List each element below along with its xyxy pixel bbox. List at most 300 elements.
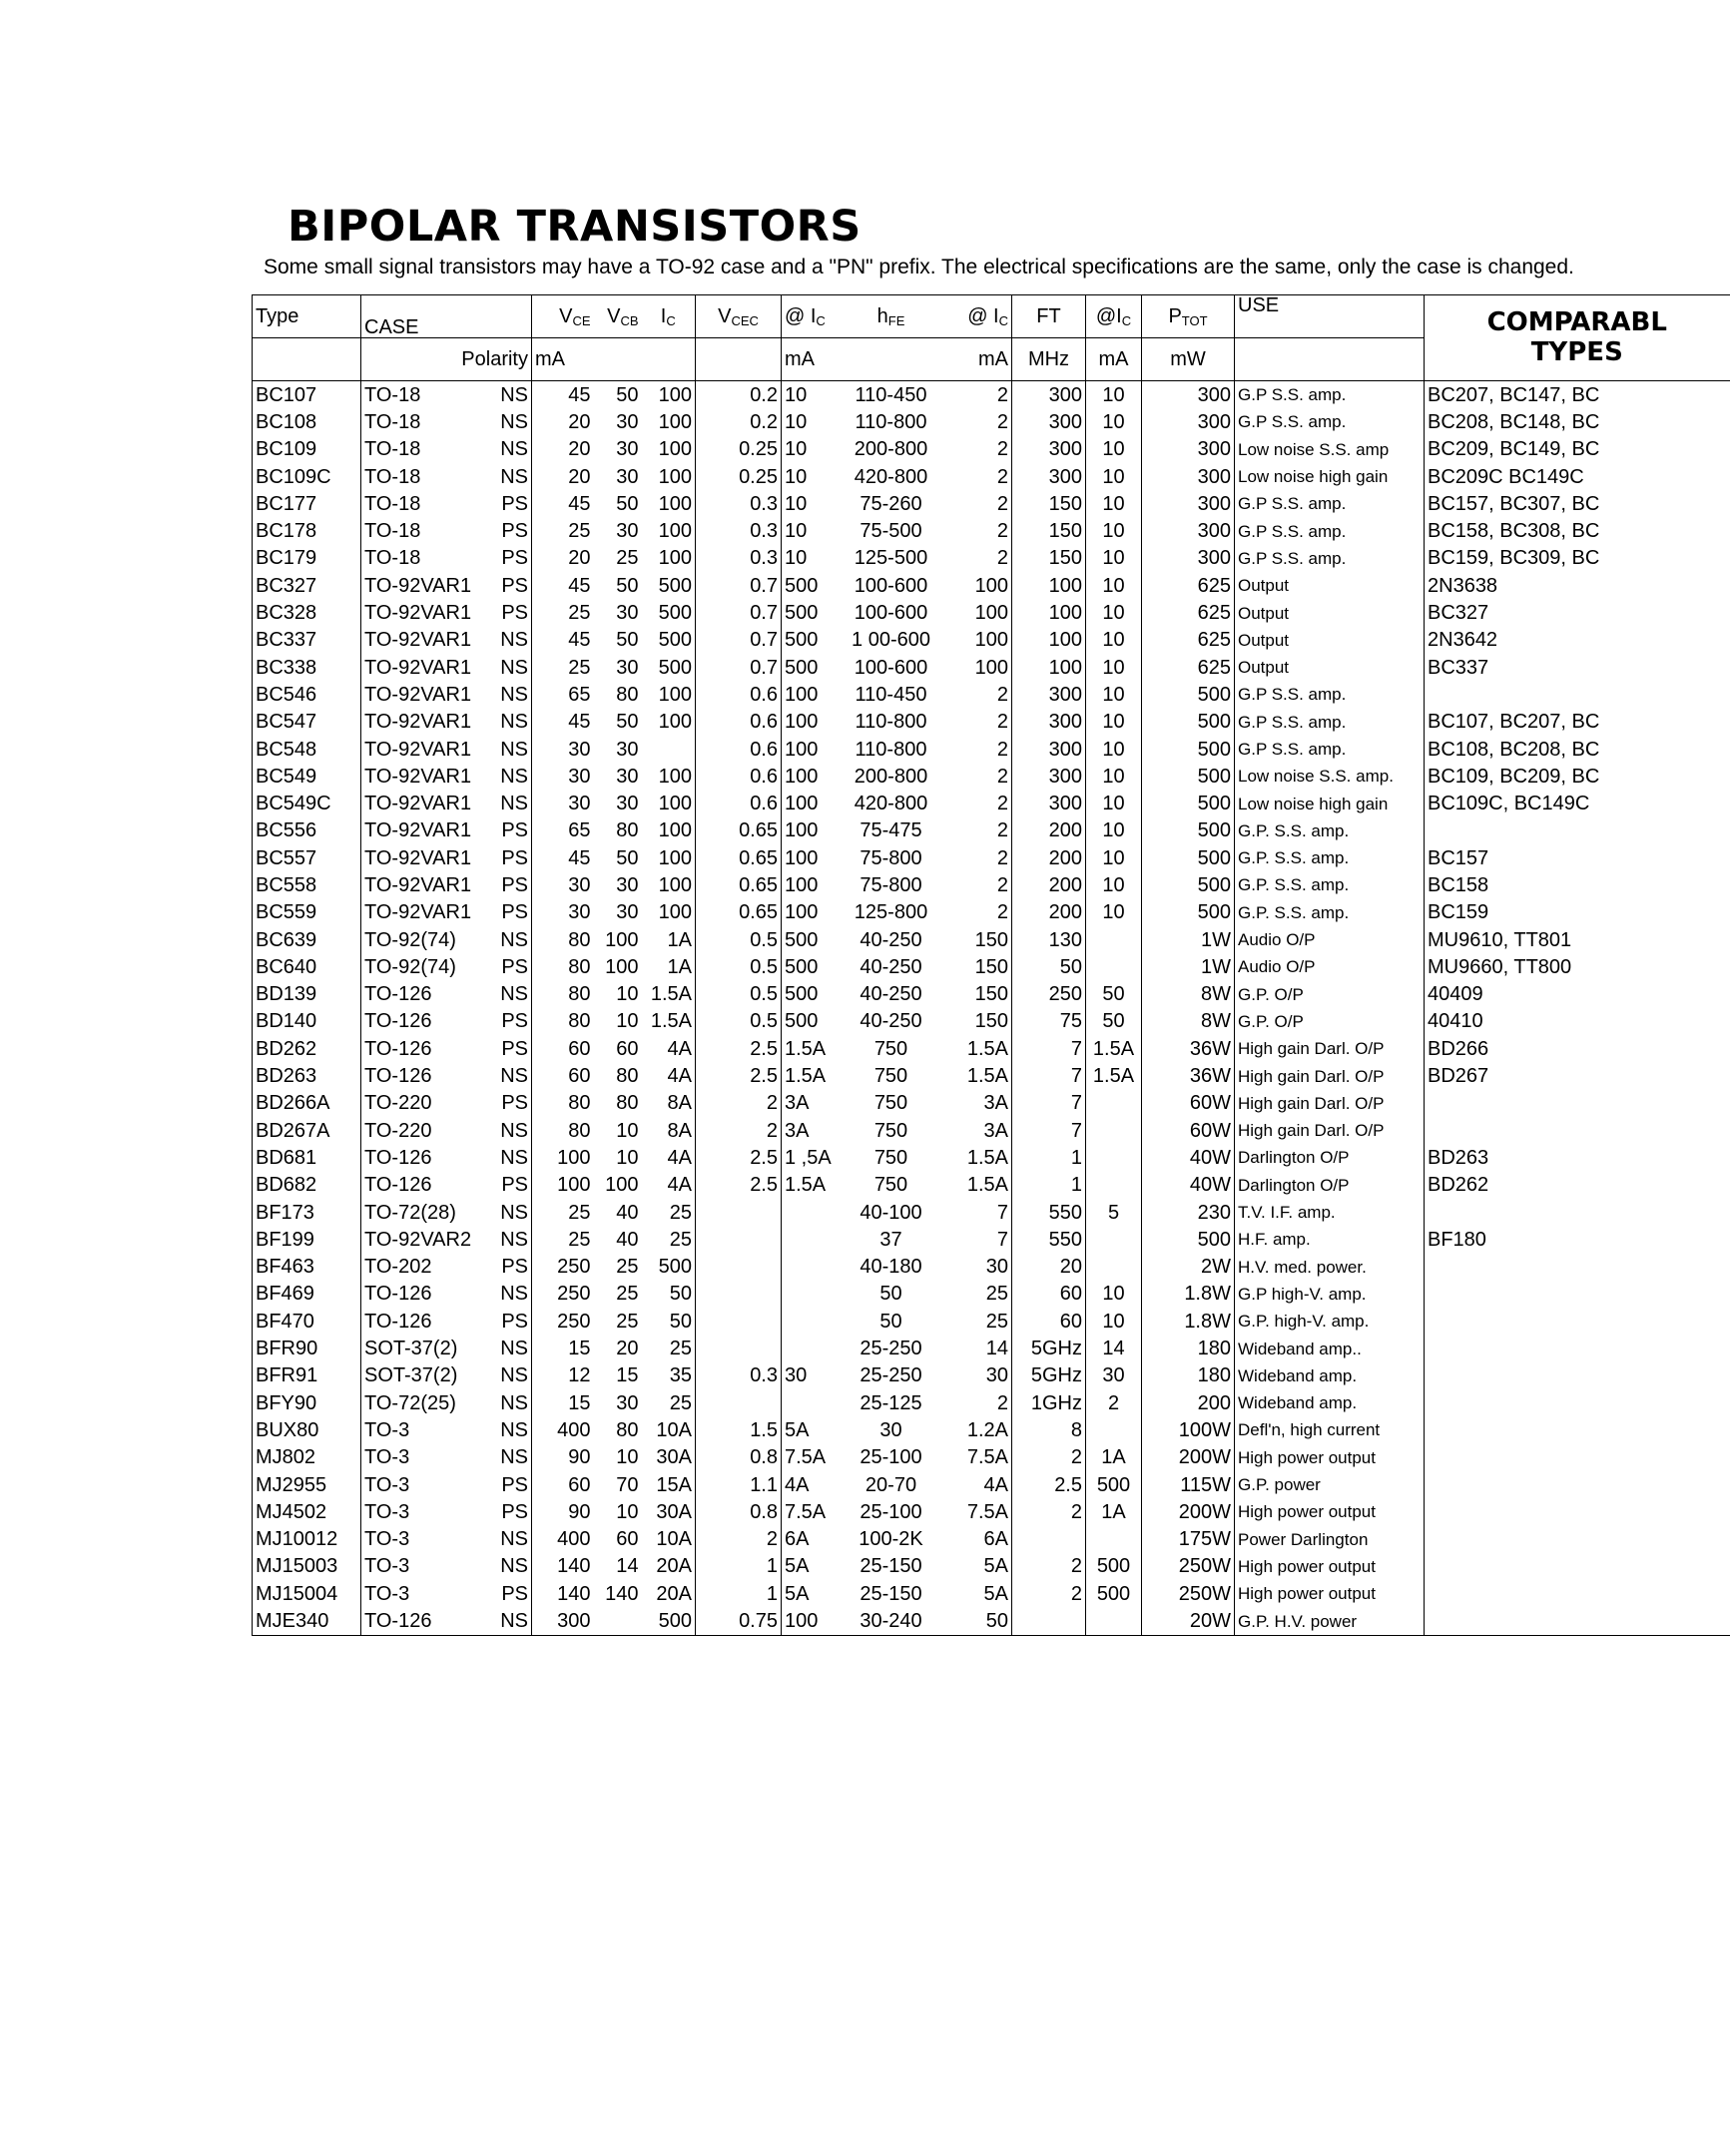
cell-at-ic-2: 150 [956, 926, 1012, 953]
cell-vcb: 30 [616, 901, 639, 924]
case-value: TO-126 [364, 1010, 432, 1033]
cell-hfe: 25-125 [860, 1391, 922, 1414]
cell-hfe: 100-2K [859, 1528, 923, 1551]
polarity-value: PS [501, 1037, 528, 1060]
cell-comparable [1425, 1335, 1730, 1361]
cell-ft [1012, 1607, 1086, 1635]
cell-vce: 45 [568, 383, 591, 406]
cell-use: G.P. H.V. power [1235, 1607, 1425, 1635]
cell-at-ic-3: 1A [1086, 1498, 1142, 1525]
cell-case [361, 1254, 532, 1281]
cell-comparable [1425, 817, 1730, 844]
cell-vcec: 0.25 [696, 436, 782, 463]
cell-vce: 80 [568, 983, 591, 1006]
table-row [253, 436, 1730, 463]
cell-case [361, 381, 532, 409]
case-value: TO-18 [364, 520, 421, 543]
polarity-value: PS [501, 846, 528, 869]
cell-ptot: 20W [1142, 1607, 1235, 1635]
cell-vcb: 60 [616, 1528, 639, 1551]
cell-at-ic: 500 [785, 574, 819, 597]
cell-ic [642, 736, 696, 763]
case-value: TO-3 [364, 1582, 410, 1605]
cell-vce: 45 [568, 492, 591, 515]
cell-vce: 250 [557, 1283, 591, 1306]
cell-ft: 8 [1012, 1416, 1086, 1443]
table-row [253, 408, 1730, 435]
case-value: TO-126 [364, 1037, 432, 1060]
cell-ft: 300 [1012, 790, 1086, 816]
cell-vce: 140 [557, 1555, 591, 1578]
polarity-value: PS [501, 602, 528, 625]
cell-hfe: 40-250 [860, 928, 922, 951]
cell-comparable: 2N3642 [1428, 629, 1498, 652]
cell-case [361, 709, 532, 736]
cell-hfe: 50 [879, 1310, 902, 1333]
cell-hfe: 75-800 [860, 873, 922, 896]
cell-hfe: 100-600 [854, 656, 928, 679]
cell-ptot: 500 [1142, 681, 1235, 708]
polarity-value: NS [500, 683, 528, 706]
cell-hfe: 25-100 [860, 1500, 922, 1523]
cell-at-ic-2: 14 [956, 1335, 1012, 1361]
cell-comparable: 40410 [1428, 1010, 1483, 1033]
cell-vcb: 30 [616, 1391, 639, 1414]
polarity-value: NS [500, 410, 528, 433]
cell-ft: 550 [1012, 1226, 1086, 1253]
cell-vce: 25 [568, 520, 591, 543]
cell-ptot: 40W [1142, 1144, 1235, 1171]
case-value: TO-92VAR1 [364, 711, 472, 734]
cell-type: BC558 [253, 871, 361, 898]
cell-case [361, 1035, 532, 1062]
header-hfe: $h_{FE}$ [827, 295, 956, 338]
cell-at-ic: 100 [785, 765, 819, 788]
cell-case [361, 1199, 532, 1226]
cell-vce: 100 [557, 1174, 591, 1197]
cell-at-ic-3: 10 [1086, 517, 1142, 544]
cell-vcec: 0.8 [696, 1498, 782, 1525]
polarity-value: PS [501, 547, 528, 570]
cell-comparable: BC157 [1428, 846, 1489, 869]
cell-at-ic: 10 [785, 492, 808, 515]
cell-type: BC547 [253, 709, 361, 736]
case-value: TO-126 [364, 1283, 432, 1306]
cell-comparable: BC327 [1428, 602, 1489, 625]
cell-use: G.P. high-V. amp. [1235, 1308, 1425, 1335]
polarity-value: PS [501, 955, 528, 978]
cell-at-ic: 1.5A [785, 1037, 827, 1060]
cell-hfe: 75-260 [860, 492, 922, 515]
cell-ft: 200 [1012, 871, 1086, 898]
cell-use: High gain Darl. O/P [1235, 1062, 1425, 1089]
polarity-value: PS [501, 1582, 528, 1605]
cell-ft: 100 [1012, 599, 1086, 626]
cell-at-ic-2: 150 [956, 981, 1012, 1008]
cell-ptot: 2W [1142, 1254, 1235, 1281]
cell-ptot: 250W [1142, 1580, 1235, 1607]
table-row [253, 1335, 1730, 1361]
cell-vcec: 0.3 [696, 490, 782, 517]
table-row [253, 1117, 1730, 1144]
cell-vcb: 100 [605, 955, 639, 978]
cell-ic: 30A [642, 1444, 696, 1471]
cell-ic: 20A [642, 1580, 696, 1607]
cell-comparable [1425, 1471, 1730, 1498]
cell-ic: 500 [642, 654, 696, 681]
cell-at-ic-2: 7 [956, 1199, 1012, 1226]
cell-at-ic-3: 10 [1086, 736, 1142, 763]
cell-vcec: 2.5 [696, 1144, 782, 1171]
cell-at-ic-3: 50 [1086, 981, 1142, 1008]
cell-at-ic-3 [1086, 1226, 1142, 1253]
cell-ft: 60 [1012, 1281, 1086, 1308]
cell-ic: 1A [642, 926, 696, 953]
cell-use: G.P. S.S. amp. [1235, 844, 1425, 871]
cell-ic: 100 [642, 709, 696, 736]
cell-vcec: 0.6 [696, 709, 782, 736]
cell-ic: 500 [642, 599, 696, 626]
case-value: TO-92VAR1 [364, 819, 472, 842]
cell-vcb: 30 [616, 656, 639, 679]
cell-ic: 500 [642, 572, 696, 599]
table-row [253, 599, 1730, 626]
cell-type: BC639 [253, 926, 361, 953]
cell-ptot: 36W [1142, 1062, 1235, 1089]
cell-at-ic-3: 10 [1086, 490, 1142, 517]
cell-ic: 100 [642, 817, 696, 844]
cell-case [361, 899, 532, 926]
cell-vce: 65 [568, 819, 591, 842]
cell-ic: 100 [642, 545, 696, 572]
cell-at-ic-2: 2 [956, 844, 1012, 871]
cell-use: Low noise high gain [1235, 463, 1425, 490]
cell-hfe: 40-250 [860, 983, 922, 1006]
cell-use: G.P. O/P [1235, 981, 1425, 1008]
cell-vcec: 0.25 [696, 463, 782, 490]
header-comparable [1425, 295, 1730, 381]
cell-type: BF470 [253, 1308, 361, 1335]
cell-at-ic-2: 2 [956, 1389, 1012, 1416]
cell-ptot: 200W [1142, 1444, 1235, 1471]
cell-vcb: 20 [616, 1338, 639, 1360]
cell-case [361, 817, 532, 844]
header-unit-at-ic-2: mA [956, 338, 1012, 381]
case-value: TO-3 [364, 1473, 410, 1496]
cell-at-ic-3 [1086, 1525, 1142, 1552]
polarity-value: NS [500, 1119, 528, 1142]
cell-at-ic: 100 [785, 819, 819, 842]
cell-ptot: 500 [1142, 736, 1235, 763]
cell-vcec: 0.3 [696, 1362, 782, 1389]
cell-case [361, 1308, 532, 1335]
cell-vcec: 2.5 [696, 1172, 782, 1199]
cell-at-ic: 500 [785, 656, 819, 679]
cell-at-ic-2: 2 [956, 381, 1012, 409]
cell-at-ic: 100 [785, 901, 819, 924]
cell-at-ic-3: 500 [1086, 1580, 1142, 1607]
cell-vcb: 80 [616, 683, 639, 706]
cell-vcec [696, 1389, 782, 1416]
cell-vcb: 80 [616, 1418, 639, 1441]
cell-ft: 300 [1012, 736, 1086, 763]
cell-vcb: 50 [616, 711, 639, 734]
cell-use: G.P. O/P [1235, 1008, 1425, 1035]
cell-comparable: BC209, BC149, BC [1428, 438, 1600, 461]
polarity-value: PS [501, 520, 528, 543]
cell-at-ic-2: 2 [956, 817, 1012, 844]
case-value: TO-126 [364, 1174, 432, 1197]
cell-at-ic-3: 50 [1086, 1008, 1142, 1035]
cell-hfe: 40-180 [860, 1256, 922, 1279]
cell-at-ic-3: 10 [1086, 463, 1142, 490]
case-value: TO-126 [364, 983, 432, 1006]
cell-at-ic-3: 10 [1086, 1281, 1142, 1308]
cell-vcec: 0.65 [696, 899, 782, 926]
cell-at-ic: 10 [785, 383, 808, 406]
cell-hfe: 110-450 [855, 383, 927, 406]
cell-at-ic-3: 10 [1086, 381, 1142, 409]
cell-use: H.F. amp. [1235, 1226, 1425, 1253]
cell-at-ic-2: 2 [956, 463, 1012, 490]
header-unit-use [1235, 338, 1425, 381]
cell-ft: 300 [1012, 763, 1086, 790]
cell-vcec: 0.5 [696, 1008, 782, 1035]
cell-comparable: BC209C BC149C [1428, 465, 1584, 488]
cell-case [361, 463, 532, 490]
cell-ptot: 200 [1142, 1389, 1235, 1416]
polarity-value: NS [500, 1446, 528, 1469]
cell-hfe: 37 [879, 1228, 902, 1251]
cell-use: Defl'n, high current [1235, 1416, 1425, 1443]
table-row [253, 1226, 1730, 1253]
cell-case [361, 1362, 532, 1389]
cell-use: H.V. med. power. [1235, 1254, 1425, 1281]
cell-ic: 10A [642, 1525, 696, 1552]
cell-at-ic-3 [1086, 1090, 1142, 1117]
cell-at-ic-2: 2 [956, 545, 1012, 572]
cell-hfe: 100-600 [854, 574, 928, 597]
header-unit-at-ic-3: mA [1086, 338, 1142, 381]
case-value: TO-3 [364, 1528, 410, 1551]
cell-ptot: 500 [1142, 844, 1235, 871]
cell-comparable: BC158, BC308, BC [1428, 520, 1600, 543]
polarity-value: PS [501, 819, 528, 842]
polarity-value: NS [500, 1555, 528, 1578]
cell-ft: 7 [1012, 1090, 1086, 1117]
cell-ptot: 300 [1142, 545, 1235, 572]
cell-type: BC549C [253, 790, 361, 816]
table-row [253, 1389, 1730, 1416]
cell-vce: 45 [568, 629, 591, 652]
cell-at-ic: 100 [785, 793, 819, 815]
cell-hfe: 25-150 [860, 1555, 922, 1578]
cell-ft: 2.5 [1012, 1471, 1086, 1498]
cell-ft: 2 [1012, 1498, 1086, 1525]
cell-hfe: 30 [879, 1418, 902, 1441]
cell-vce: 25 [568, 1228, 591, 1251]
comparable-types-label: COMPARABL TYPES [1486, 306, 1667, 367]
cell-ft: 75 [1012, 1008, 1086, 1035]
cell-ic: 100 [642, 408, 696, 435]
cell-comparable [1425, 1090, 1730, 1117]
cell-ft: 7 [1012, 1062, 1086, 1089]
table-row [253, 899, 1730, 926]
cell-at-ic-2: 2 [956, 408, 1012, 435]
case-value: TO-92VAR1 [364, 574, 472, 597]
cell-comparable [1425, 681, 1730, 708]
cell-ptot: 60W [1142, 1090, 1235, 1117]
polarity-value: NS [500, 1283, 528, 1306]
cell-use: High power output [1235, 1498, 1425, 1525]
header-type-units [253, 338, 361, 381]
cell-ft: 150 [1012, 545, 1086, 572]
polarity-value: NS [500, 438, 528, 461]
cell-ptot: 230 [1142, 1199, 1235, 1226]
cell-vcb: 50 [616, 492, 639, 515]
cell-at-ic-3: 10 [1086, 790, 1142, 816]
cell-use: High power output [1235, 1444, 1425, 1471]
cell-at-ic-2: 2 [956, 490, 1012, 517]
cell-at-ic: 100 [785, 711, 819, 734]
cell-at-ic-2: 150 [956, 1008, 1012, 1035]
cell-at-ic: 100 [785, 738, 819, 761]
cell-vcec [696, 1308, 782, 1335]
cell-comparable: BC157, BC307, BC [1428, 492, 1600, 515]
cell-ic: 1A [642, 953, 696, 980]
cell-at-ic-2: 4A [956, 1471, 1012, 1498]
cell-at-ic-3: 10 [1086, 817, 1142, 844]
cell-type: BC556 [253, 817, 361, 844]
cell-comparable [1425, 1117, 1730, 1144]
header-vce: $V_{CE}$ [532, 295, 594, 338]
cell-use: T.V. I.F. amp. [1235, 1199, 1425, 1226]
cell-vcb: 30 [616, 602, 639, 625]
cell-case [361, 981, 532, 1008]
cell-at-ic-2: 5A [956, 1580, 1012, 1607]
cell-at-ic-2: 100 [956, 654, 1012, 681]
cell-vcb: 30 [616, 465, 639, 488]
cell-vcec: 0.65 [696, 871, 782, 898]
polarity-value: NS [500, 656, 528, 679]
cell-ptot: 625 [1142, 599, 1235, 626]
case-value: TO-18 [364, 492, 421, 515]
cell-ic: 25 [642, 1389, 696, 1416]
cell-at-ic-2: 150 [956, 953, 1012, 980]
cell-at-ic: 500 [785, 602, 819, 625]
cell-vcec: 1 [696, 1580, 782, 1607]
cell-at-ic: 3A [785, 1092, 810, 1115]
cell-at-ic-3 [1086, 1117, 1142, 1144]
cell-use: Output [1235, 599, 1425, 626]
cell-ft: 7 [1012, 1035, 1086, 1062]
header-unit-at-ic: mA [782, 338, 827, 381]
case-value: TO-92VAR1 [364, 602, 472, 625]
cell-vce: 100 [557, 1146, 591, 1169]
cell-use: Low noise high gain [1235, 790, 1425, 816]
cell-ft: 100 [1012, 654, 1086, 681]
cell-use: Audio O/P [1235, 953, 1425, 980]
case-value: TO-3 [364, 1446, 410, 1469]
cell-use: Power Darlington [1235, 1525, 1425, 1552]
cell-vcb: 40 [616, 1201, 639, 1224]
cell-hfe: 750 [873, 1119, 908, 1142]
case-value: TO-3 [364, 1555, 410, 1578]
table-row [253, 953, 1730, 980]
cell-case [361, 1144, 532, 1171]
cell-ptot: 8W [1142, 981, 1235, 1008]
cell-type: BC179 [253, 545, 361, 572]
cell-vcec: 0.75 [696, 1607, 782, 1635]
polarity-value: PS [501, 901, 528, 924]
cell-case [361, 1008, 532, 1035]
cell-case [361, 1335, 532, 1361]
cell-hfe: 200-800 [854, 765, 928, 788]
cell-at-ic-2: 3A [956, 1090, 1012, 1117]
cell-ptot: 625 [1142, 572, 1235, 599]
table-row [253, 1308, 1730, 1335]
cell-ic: 1.5A [642, 1008, 696, 1035]
table-row [253, 1553, 1730, 1580]
cell-ic: 8A [642, 1117, 696, 1144]
cell-ft: 60 [1012, 1308, 1086, 1335]
cell-type: BC548 [253, 736, 361, 763]
cell-vce: 60 [568, 1473, 591, 1496]
polarity-value: PS [501, 873, 528, 896]
cell-vce: 250 [557, 1256, 591, 1279]
cell-comparable: BC159 [1428, 901, 1489, 924]
table-row [253, 463, 1730, 490]
cell-use: G.P S.S. amp. [1235, 681, 1425, 708]
cell-ptot: 300 [1142, 490, 1235, 517]
cell-ft: 100 [1012, 627, 1086, 654]
cell-case [361, 545, 532, 572]
cell-vcb: 30 [616, 520, 639, 543]
cell-vcec: 0.65 [696, 844, 782, 871]
cell-at-ic-3: 10 [1086, 599, 1142, 626]
case-value: TO-92VAR1 [364, 873, 472, 896]
polarity-value: NS [500, 1338, 528, 1360]
cell-type: BC546 [253, 681, 361, 708]
cell-at-ic-2: 100 [956, 627, 1012, 654]
cell-comparable [1425, 1254, 1730, 1281]
cell-ft: 150 [1012, 517, 1086, 544]
cell-type: MJ802 [253, 1444, 361, 1471]
cell-use: G.P S.S. amp. [1235, 408, 1425, 435]
cell-type: BC549 [253, 763, 361, 790]
cell-case [361, 1281, 532, 1308]
cell-at-ic-2: 1.2A [956, 1416, 1012, 1443]
cell-vcb: 10 [616, 1119, 639, 1142]
cell-hfe: 125-800 [854, 901, 928, 924]
header-case: CASE [361, 295, 532, 338]
cell-at-ic [782, 1226, 827, 1253]
cell-vcec: 0.2 [696, 381, 782, 409]
cell-comparable: BC158 [1428, 873, 1489, 896]
cell-type: BD262 [253, 1035, 361, 1062]
table-row [253, 1090, 1730, 1117]
cell-vcb: 100 [605, 928, 639, 951]
cell-vce: 80 [568, 955, 591, 978]
cell-vcb: 100 [605, 1174, 639, 1197]
cell-hfe: 20-70 [865, 1473, 917, 1496]
case-value: TO-18 [364, 465, 421, 488]
cell-vce: 80 [568, 1010, 591, 1033]
cell-hfe: 750 [873, 1037, 908, 1060]
table-row [253, 1416, 1730, 1443]
cell-comparable [1425, 1525, 1730, 1552]
cell-at-ic: 500 [785, 629, 819, 652]
